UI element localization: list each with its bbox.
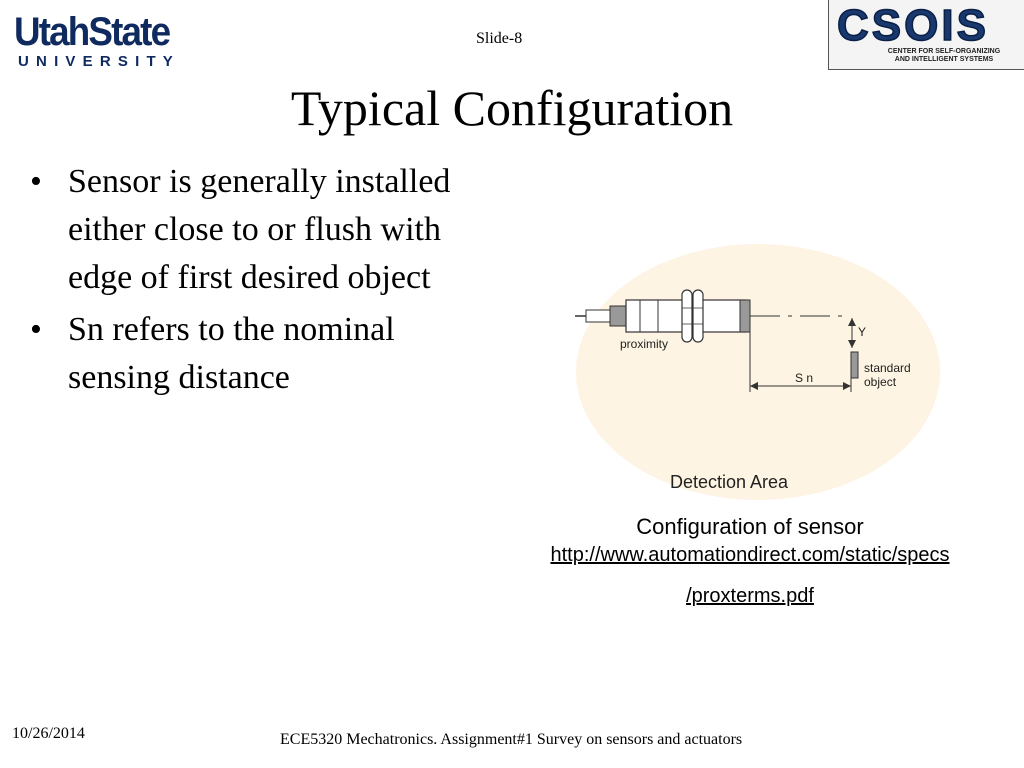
csois-wordmark: CSOIS [837, 1, 989, 50]
sensor-face [740, 300, 750, 332]
label-object: object [864, 375, 897, 389]
csois-subtitle [869, 48, 1019, 64]
label-sn: S n [795, 371, 814, 385]
slide-title: Typical Configuration [290, 80, 734, 136]
sensor-configuration-diagram [560, 240, 940, 505]
footer-date: 10/26/2014 [12, 725, 85, 742]
figure-caption: Configuration of sensor [636, 514, 864, 539]
csois-subtitle-line2: AND INTELLIGENT SYSTEMS [894, 56, 994, 63]
cable-sleeve [586, 310, 612, 322]
bullet-item [30, 158, 500, 302]
cable-gland [610, 306, 626, 326]
standard-object [851, 352, 858, 378]
csois-subtitle-line1: CENTER FOR SELF-ORGANIZING [887, 48, 1001, 55]
label-y: Y [858, 325, 867, 339]
sensor-nut [682, 290, 692, 342]
utah-state-university-logo [12, 10, 202, 72]
bullet-text: Sn refers to the nominal sensing distance [68, 311, 395, 396]
csois-logo [828, 0, 1024, 70]
bullet-dot: • [30, 163, 42, 200]
bullet-text: Sensor is generally installed either close to or flush with edge of first desired object [68, 163, 451, 296]
label-standard: standard [864, 361, 911, 375]
label-proximity: proximity [620, 337, 669, 351]
logo-wordmark-top: UtahState [14, 10, 170, 54]
bullet-dot: • [30, 311, 42, 348]
bullet-item [30, 306, 500, 402]
label-detection-area: Detection Area [670, 472, 789, 492]
footer-course-text: ECE5320 Mechatronics. Assignment#1 Survey on sensors and actuators [280, 731, 743, 748]
source-link-line1[interactable]: http://www.automationdirect.com/static/specs [550, 544, 950, 566]
slide-number: Slide-8 [476, 30, 523, 47]
source-link-line2[interactable]: /proxterms.pdf [686, 585, 814, 607]
bullet-list [30, 158, 500, 406]
logo-wordmark-bottom: UNIVERSITY [18, 53, 181, 70]
sensor-nut [693, 290, 703, 342]
